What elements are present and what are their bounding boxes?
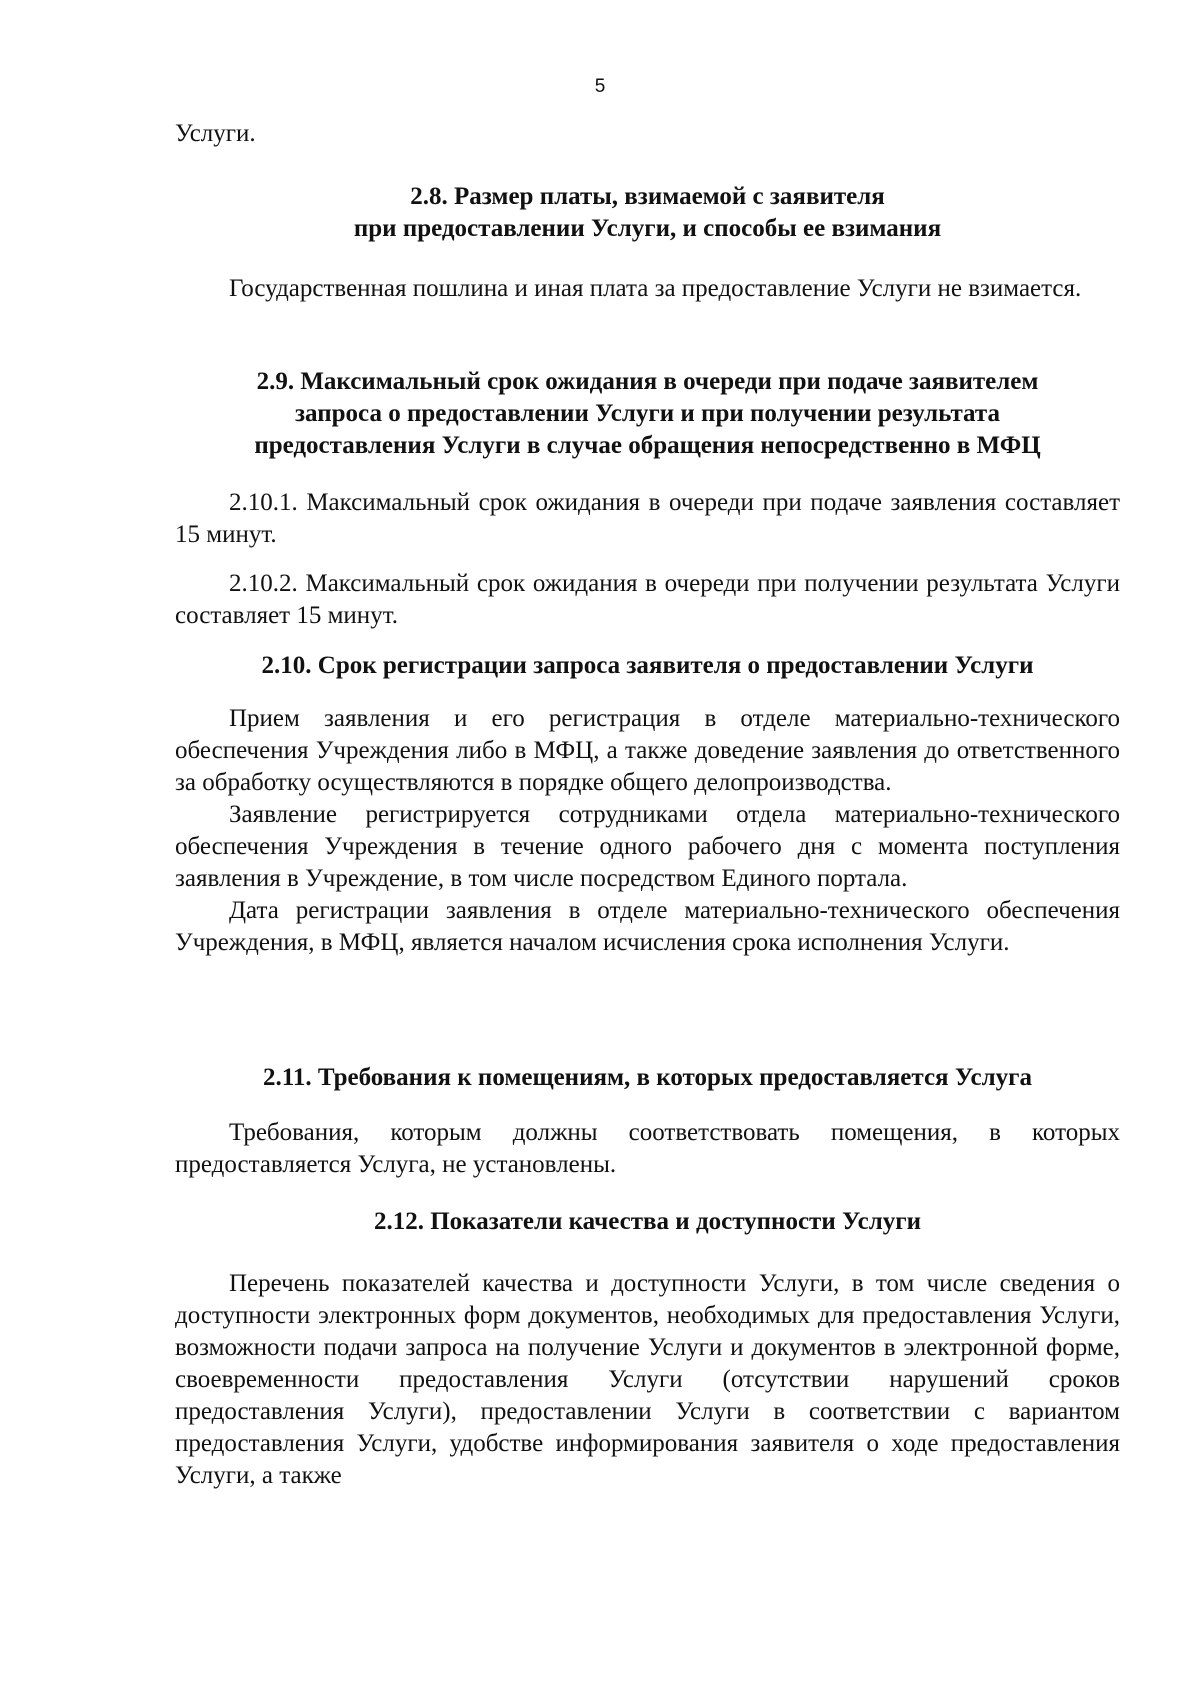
- section-2-8-body: [175, 273, 1120, 305]
- section-2-12-heading-block: [175, 1206, 1120, 1238]
- section-2-11-paragraph: Требования, которым должны соответствовать помещения, в которых предоставляется Услуга, не установлены.: [175, 1119, 1120, 1178]
- section-2-12-heading: 2.12. Показатели качества и доступности Услуги: [373, 1208, 922, 1235]
- section-2-9-heading-line-3: предоставления Услуги в случае обращения непосредственно в МФЦ: [254, 432, 1041, 459]
- section-2-11-body: [175, 1117, 1120, 1181]
- section-2-10-body: [175, 703, 1120, 959]
- lead-text: Услуги.: [175, 120, 256, 147]
- section-2-10-paragraph-2: Заявление регистрируется сотрудниками отдела материально-технического обеспечения Учреждения в течение одного рабочего дня с момента поступления заявления в Учреждение, в том числе посредством Единого портала.: [175, 801, 1120, 892]
- section-2-10-paragraph-3: Дата регистрации заявления в отделе материально-технического обеспечения Учреждения, в МФЦ, является началом исчисления срока исполнения Услуги.: [175, 897, 1120, 956]
- section-2-9-body-1: [175, 487, 1120, 551]
- section-2-9-heading-line-2: запроса о предоставлении Услуги и при получении результата: [295, 400, 1000, 427]
- page-number: 5: [594, 76, 606, 97]
- section-2-8-heading-line-1: 2.8. Размер платы, взимаемой с заявителя: [410, 183, 885, 210]
- section-2-8-heading: [175, 181, 1120, 245]
- section-2-10-heading-block: [175, 650, 1120, 682]
- section-2-9-paragraph-1: 2.10.1. Максимальный срок ожидания в очереди при подаче заявления составляет 15 минут.: [175, 489, 1120, 548]
- section-2-12-paragraph: Перечень показателей качества и доступности Услуги, в том числе сведения о доступности электронных форм документов, необходимых для предоставления Услуги, возможности подачи запроса на получение Услуги и документов в электронной форме, своевременности предоставления Услуги (отсутствии нарушений сроков предоставления Услуги), предоставлении Услуги в соответствии с вариантом предоставления Услуги, удобстве информирования заявителя о ходе предоставления Услуги, а также: [175, 1270, 1120, 1489]
- lead-text-block: [175, 118, 1120, 150]
- section-2-10-heading: 2.10. Срок регистрации запроса заявителя о предоставлении Услуги: [261, 652, 1034, 679]
- section-2-9-heading-line-1: 2.9. Максимальный срок ожидания в очереди при подаче заявителем: [256, 368, 1039, 395]
- section-2-11-heading-block: [175, 1062, 1120, 1094]
- section-2-8-heading-line-2: при предоставлении Услуги, и способы ее взимания: [353, 215, 942, 242]
- section-2-10-paragraph-1: Прием заявления и его регистрация в отделе материально-технического обеспечения Учреждения либо в МФЦ, а также доведение заявления до ответственного за обработку осуществляются в порядке общего делопроизводства.: [175, 705, 1120, 796]
- section-2-9-body-2: [175, 568, 1120, 632]
- section-2-8-paragraph: Государственная пошлина и иная плата за предоставление Услуги не взимается.: [229, 275, 1082, 302]
- section-2-9-paragraph-2: 2.10.2. Максимальный срок ожидания в очереди при получении результата Услуги составляет 15 минут.: [175, 570, 1120, 629]
- section-2-9-heading: [175, 366, 1120, 462]
- section-2-11-heading: 2.11. Требования к помещениям, в которых предоставляется Услуга: [263, 1064, 1032, 1091]
- section-2-12-body: [175, 1268, 1120, 1492]
